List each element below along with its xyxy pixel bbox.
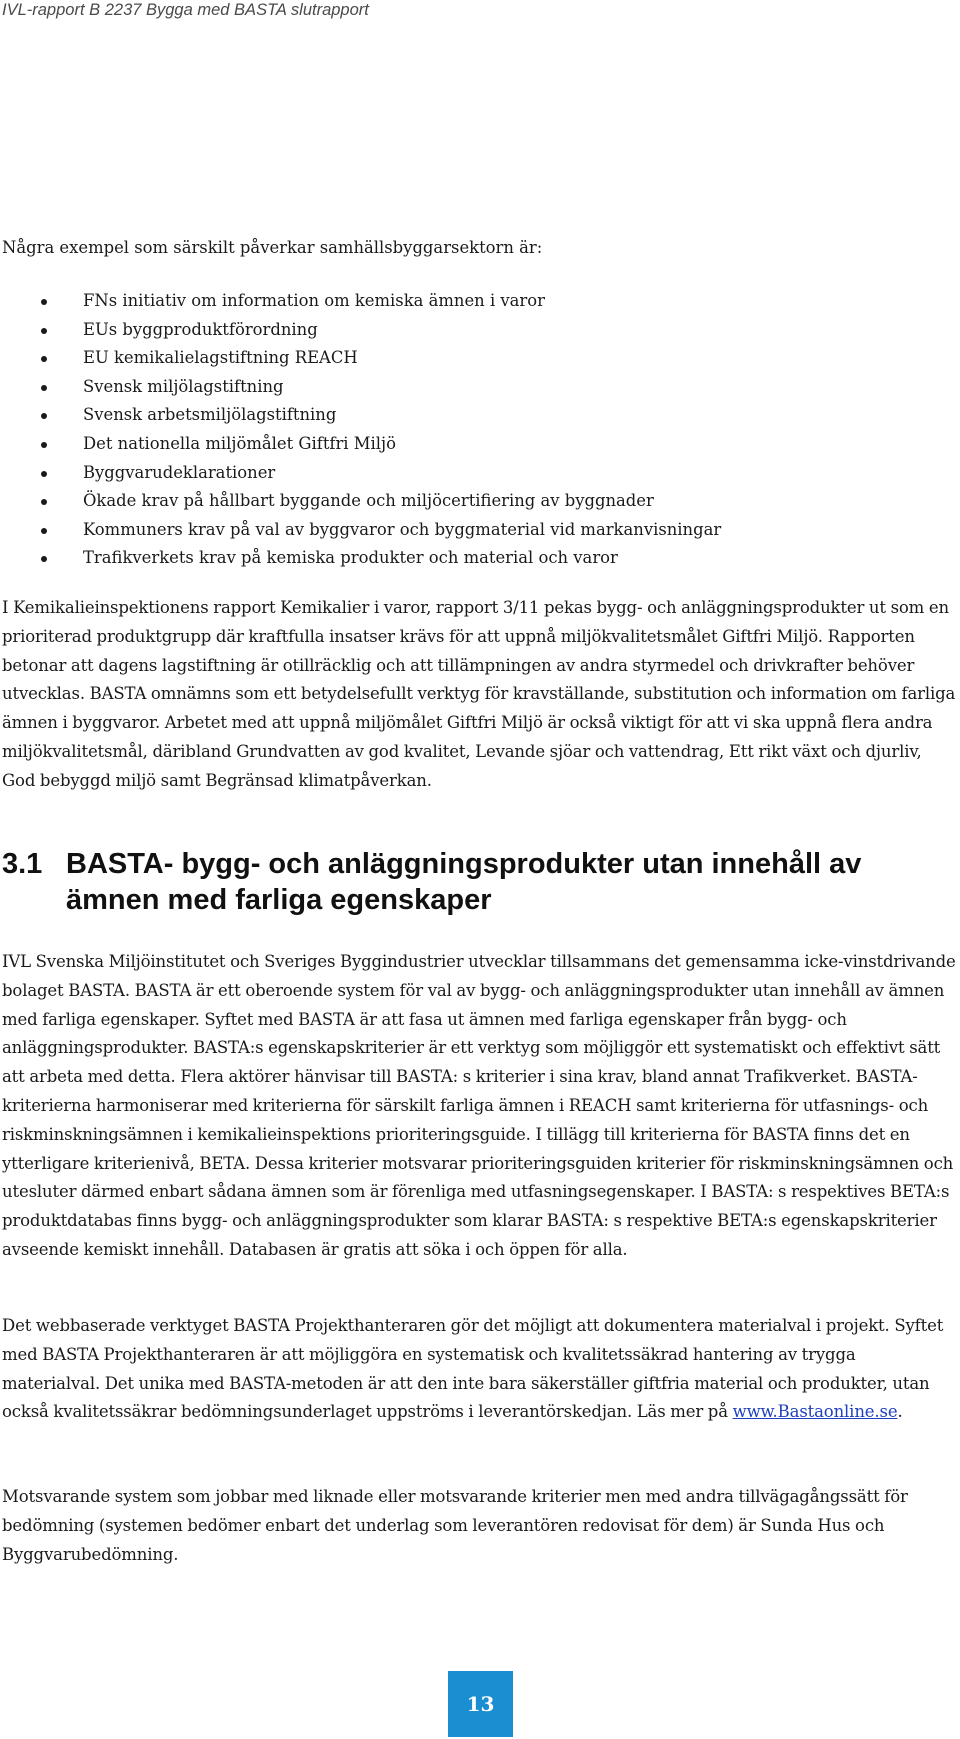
list-item <box>0 373 950 402</box>
running-header: IVL-rapport B 2237 Bygga med BASTA slutrapport <box>2 1 369 19</box>
paragraph-end: . <box>897 1402 903 1422</box>
list-item <box>0 344 950 373</box>
list-item <box>0 516 950 545</box>
list-item <box>0 487 950 516</box>
list-item <box>0 430 950 459</box>
list-item-text: EU kemikalielagstiftning REACH <box>83 348 358 368</box>
paragraph-basta-intro: IVL Svenska Miljöinstitutet och Sveriges Byggindustrier utvecklar tillsammans det gemensamma icke-vinstdrivande bolaget BASTA. BASTA är ett oberoende system för val av bygg- och anläggningsprodukter utan innehåll av ämnen med farliga egenskaper. Syftet med BASTA är att fasa ut ämnen med farliga egenskaper från bygg- och anläggningsprodukter. BASTA:s egenskapskriterier är ett verktyg som möjliggör ett systematiskt och effektivt sätt att arbeta med detta. Flera aktörer hänvisar till BASTA: s kriterier i sina krav, bland annat Trafikverket. BASTA-kriterierna harmoniserar med kriterierna för särskilt farliga ämnen i REACH samt kriterierna för utfasnings- och riskminskningsämnen i kemikalieinspektions prioriteringsguide. I tillägg till kriterierna för BASTA finns det en ytterligare kriterienivå, BETA. Dessa kriterier motsvarar prioriteringsguiden kriterier för riskminskningsämnen och utesluter därmed enbart sådana ämnen som är förenliga med utfasningsegenskaper. I BASTA: s respektives BETA:s produktdatabas finns bygg- och anläggningsprodukter som klarar BASTA: s respektive BETA:s egenskapskriterier avseende kemiskt innehåll. Databasen är gratis att söka i och öppen för alla. <box>2 952 956 1259</box>
bullet-icon <box>41 299 47 305</box>
list-item <box>0 316 950 345</box>
list-item <box>0 544 950 573</box>
bullet-list <box>0 287 950 573</box>
list-item <box>0 287 950 316</box>
bullet-icon <box>41 499 47 505</box>
list-item-text: FNs initiativ om information om kemiska ämnen i varor <box>83 291 545 310</box>
paragraph-text: Det webbaserade verktyget BASTA Projekthanteraren gör det möjligt att dokumentera materialval i projekt. Syftet med BASTA Projekthanteraren är att möjliggöra en systematisk och kvalitetssäkrad hantering av trygga materialval. Det unika med BASTA-metoden är att den inte bara säkerställer giftfria material och produkter, utan också kvalitetssäkrar bedömningsunderlaget uppströms i leverantörskedjan. Läs mer på <box>2 1316 944 1422</box>
bullet-icon <box>41 528 47 534</box>
paragraph-projekthanteraren <box>2 1312 957 1427</box>
list-item <box>0 459 950 488</box>
list-item-text: Kommuners krav på val av byggvaror och byggmaterial vid markanvisningar <box>83 519 722 539</box>
bullet-icon <box>41 356 47 362</box>
page-number-badge: 13 <box>448 1671 513 1737</box>
bullet-icon <box>41 442 47 448</box>
paragraph-similar-systems: Motsvarande system som jobbar med liknade eller motsvarande kriterier men med andra tillvägagångssätt för bedömning (systemen bedömer enbart det underlag som leverantören redovisat för dem) är Sunda Hus och Byggvarubedömning. <box>2 1487 908 1564</box>
section-title: BASTA- bygg- och anläggningsprodukter utan innehåll av ämnen med farliga egenskaper <box>66 848 862 916</box>
intro-sentence: Några exempel som särskilt påverkar samhällsbyggarsektorn är: <box>2 238 543 257</box>
list-item-text: Byggvarudeklarationer <box>83 462 276 482</box>
list-item-text: EUs byggproduktförordning <box>83 319 318 339</box>
list-item-text: Trafikverkets krav på kemiska produkter och material och varor <box>83 548 618 568</box>
paragraph-kemikalieinspektionen: I Kemikalieinspektionens rapport Kemikalier i varor, rapport 3/11 pekas bygg- och anläggningsprodukter ut som en prioriterad produktgrupp där kraftfulla insatser krävs för att uppnå miljökvalitetsmålet Giftfri Miljö. Rapporten betonar att dagens lagstiftning är otillräcklig och att tillämpningen av andra styrmedel och drivkrafter behöver utvecklas. BASTA omnämns som ett betydelsefullt verktyg för kravställande, substitution och information om farliga ämnen i byggvaror. Arbetet med att uppnå miljömålet Giftfri Miljö är också viktigt för att vi ska uppnå flera andra miljökvalitetsmål, däribland Grundvatten av god kvalitet, Levande sjöar och vattendrag, Ett rikt växt och djurliv, God bebyggd miljö samt Begränsad klimatpåverkan. <box>2 598 956 790</box>
list-item <box>0 401 950 430</box>
bastaonline-link[interactable]: www.Bastaonline.se <box>732 1402 898 1422</box>
bullet-icon <box>41 413 47 419</box>
list-item-text: Det nationella miljömålet Giftfri Miljö <box>83 433 396 453</box>
bullet-icon <box>41 556 47 562</box>
bullet-icon <box>41 471 47 477</box>
section-number: 3.1 <box>2 848 43 880</box>
bullet-icon <box>41 385 47 391</box>
list-item-text: Ökade krav på hållbart byggande och miljöcertifiering av byggnader <box>83 491 654 511</box>
list-item-text: Svensk arbetsmiljölagstiftning <box>83 405 337 425</box>
bullet-icon <box>41 328 47 334</box>
list-item-text: Svensk miljölagstiftning <box>83 376 284 396</box>
